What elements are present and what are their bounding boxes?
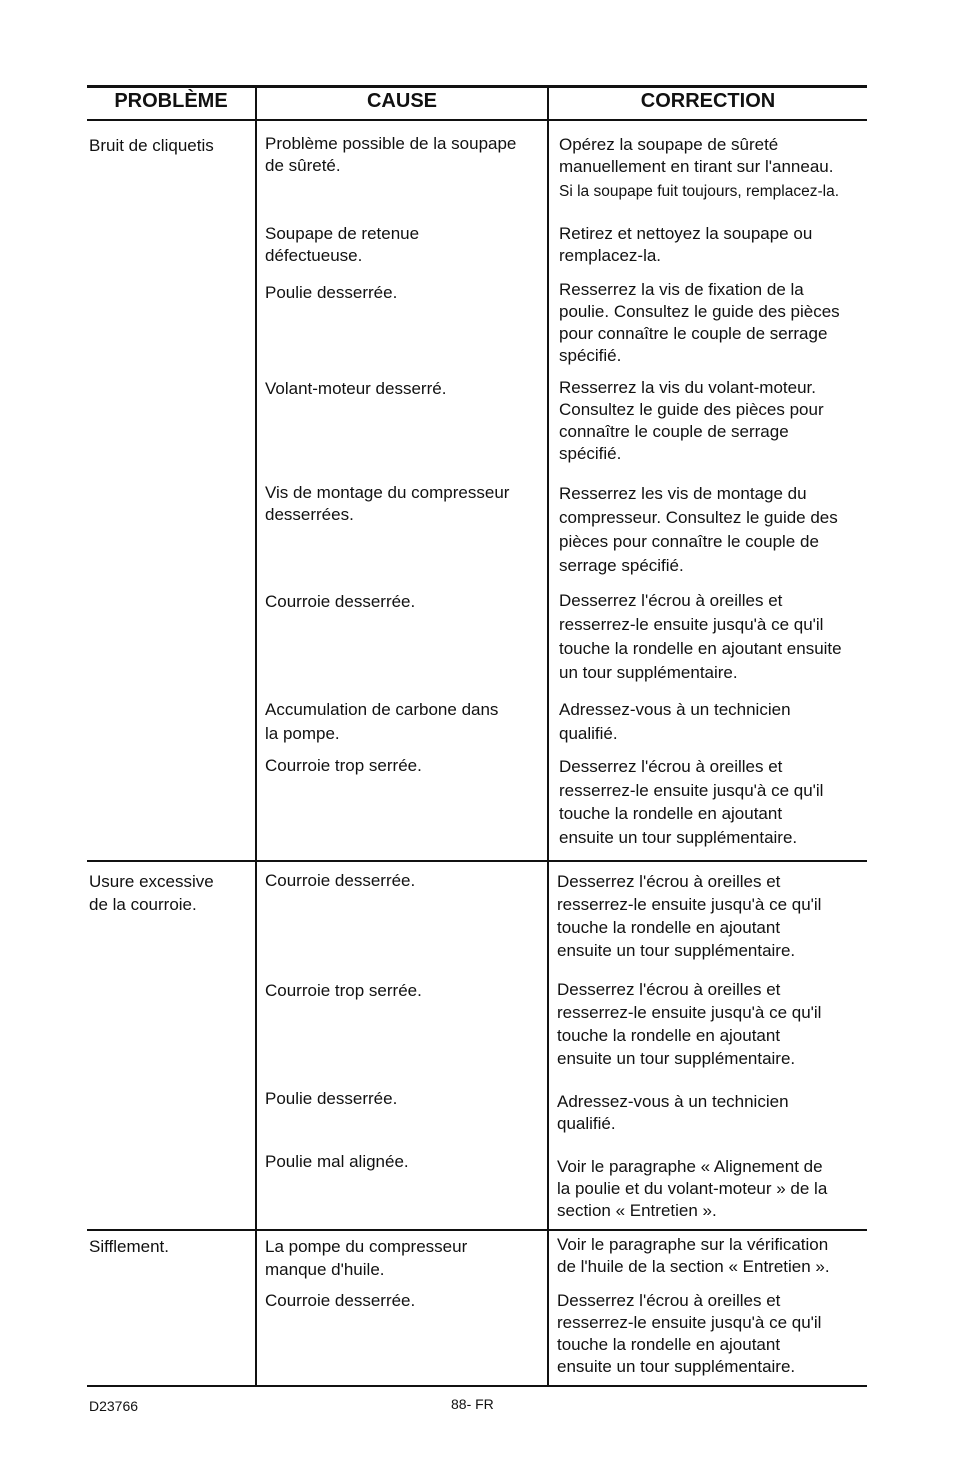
page-number: 88- FR — [451, 1396, 494, 1412]
cause-cell: Accumulation de carbone dans la pompe. — [265, 700, 499, 743]
cause-cell: Soupape de retenue défectueuse. — [265, 224, 420, 265]
cause-cell: Poulie desserrée. — [265, 283, 398, 302]
correction-cell: Resserrez la vis du volant-moteur. Consultez le guide des pièces pour connaître le couple de serrage spécifié. — [559, 378, 824, 463]
correction-cell: Opérez la soupape de sûreté manuellement en tirant sur l'anneau. — [559, 135, 834, 176]
correction-cell: Resserrez les vis de montage du compresseur. Consultez le guide des pièces pour connaître le couple de serrage spécifié. — [559, 484, 838, 575]
problem-cell: Usure excessive de la courroie. — [89, 872, 214, 914]
cause-cell: La pompe du compresseur manque d'huile. — [265, 1237, 468, 1279]
header-correction: CORRECTION — [640, 90, 776, 112]
correction-cell: Voir le paragraphe sur la vérification de l'huile de la section « Entretien ». — [557, 1235, 830, 1276]
cause-cell: Courroie trop serrée. — [265, 981, 422, 1000]
correction-cell: Retirez et nettoyez la soupape ou remplacez-la. — [559, 224, 813, 265]
cause-cell: Problème possible de la soupape de sûreté. — [265, 134, 517, 175]
correction-cell: Adressez-vous à un technicien qualifié. — [559, 700, 791, 743]
cause-cell: Poulie mal alignée. — [265, 1152, 409, 1171]
correction-cell: Desserrez l'écrou à oreilles et resserrez-le ensuite jusqu'à ce qu'il touche la rondelle en ajoutant ensuite un tour supplémentaire. — [557, 980, 822, 1068]
cause-cell: Courroie desserrée. — [265, 871, 416, 890]
correction-cell: Desserrez l'écrou à oreilles et resserrez-le ensuite jusqu'à ce qu'il touche la rondelle en ajoutant ensuite un tour supplémentaire. — [557, 1291, 822, 1376]
correction-cell: Adressez-vous à un technicien qualifié. — [557, 1092, 789, 1133]
header-bottom-rule — [87, 119, 867, 121]
problem-cell: Bruit de cliquetis — [89, 136, 214, 155]
header-problem: PROBLÈME — [114, 90, 228, 112]
correction-cell: Desserrez l'écrou à oreilles et resserrez-le ensuite jusqu'à ce qu'il touche la rondelle en ajoutant ensuite un tour supplémentaire. — [559, 757, 824, 847]
cause-cell: Vis de montage du compresseur desserrées. — [265, 483, 510, 524]
cause-cell: Courroie trop serrée. — [265, 756, 422, 775]
cause-cell: Courroie desserrée. — [265, 592, 416, 611]
document-number: D23766 — [89, 1398, 139, 1414]
table-bottom-rule — [87, 1385, 867, 1387]
column-divider — [255, 86, 257, 1386]
group-divider — [87, 860, 867, 862]
header-cause: CAUSE — [366, 90, 437, 112]
group-divider — [87, 1229, 867, 1231]
correction-cell: Desserrez l'écrou à oreilles et resserrez-le ensuite jusqu'à ce qu'il touche la rondelle en ajoutant ensuite un tour supplémentaire. — [557, 872, 822, 960]
correction-cell: Resserrez la vis de fixation de la poulie. Consultez le guide des pièces pour connaître le couple de serrage spécifié. — [559, 280, 840, 365]
cause-cell: Poulie desserrée. — [265, 1089, 398, 1108]
table-top-rule — [87, 85, 867, 88]
correction-cell: Voir le paragraphe « Alignement de la poulie et du volant-moteur » de la section « Entretien ». — [557, 1157, 828, 1220]
correction-cell: Desserrez l'écrou à oreilles et resserrez-le ensuite jusqu'à ce qu'il touche la rondelle en ajoutant ensuite un tour supplémentaire. — [559, 591, 842, 682]
problem-cell: Sifflement. — [89, 1237, 170, 1256]
correction-note: Si la soupape fuit toujours, remplacez-la. — [559, 183, 840, 200]
cause-cell: Volant-moteur desserré. — [265, 379, 447, 398]
column-divider — [547, 86, 549, 1386]
cause-cell: Courroie desserrée. — [265, 1291, 416, 1310]
